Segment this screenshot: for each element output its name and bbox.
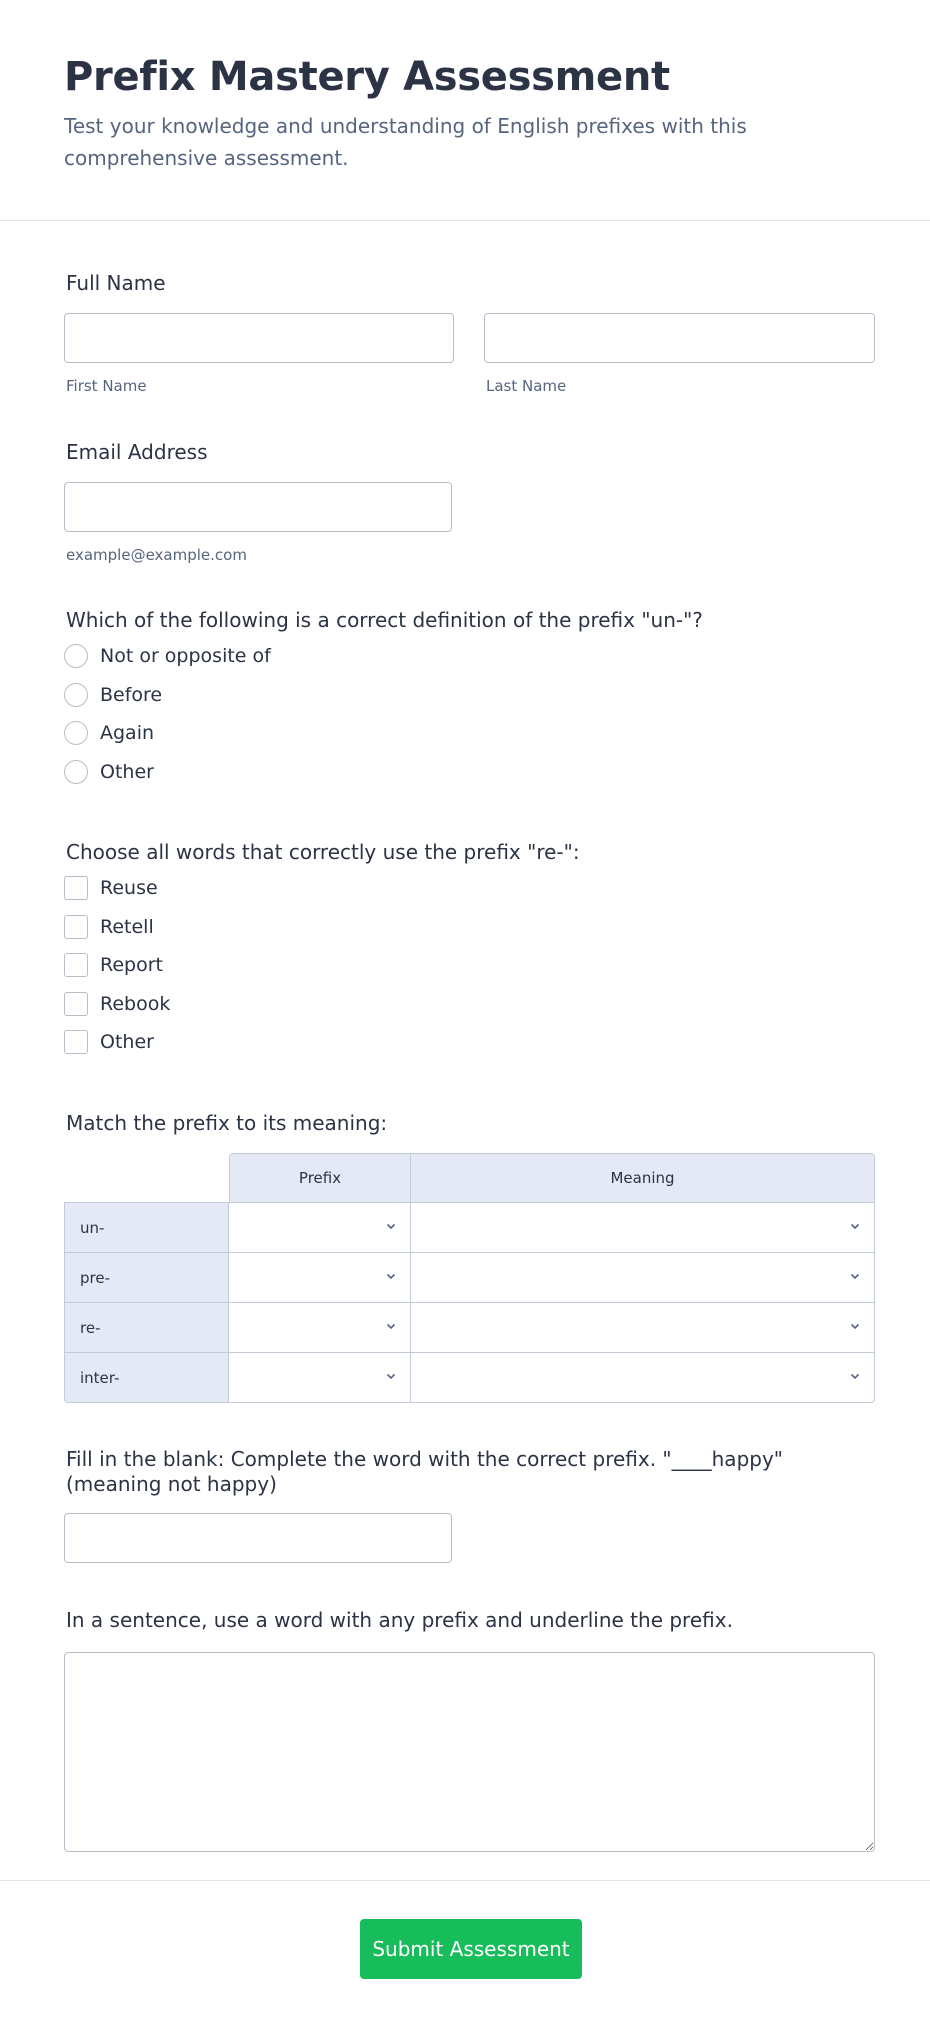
fill-blank-input[interactable] — [64, 1513, 452, 1563]
question-sentence-label: In a sentence, use a word with any prefix and underline the prefix. — [66, 1608, 733, 1632]
first-name-sublabel: First Name — [66, 377, 147, 395]
email-field — [64, 439, 452, 564]
radio-option-label: Not or opposite of — [100, 645, 271, 668]
checkbox-option-label: Rebook — [100, 992, 171, 1015]
radio-option-label: Before — [100, 683, 163, 706]
checkbox[interactable] — [64, 1030, 88, 1054]
meaning-dropdown[interactable] — [411, 1303, 875, 1353]
chevron-down-icon — [850, 1321, 860, 1331]
checkbox[interactable] — [64, 992, 88, 1016]
prefix-dropdown[interactable] — [229, 1303, 411, 1353]
question-match-label: Match the prefix to its meaning: — [66, 1111, 388, 1135]
meaning-dropdown[interactable] — [411, 1353, 875, 1403]
email-label: Email Address — [66, 440, 208, 464]
email-sublabel: example@example.com — [66, 546, 247, 564]
meaning-dropdown[interactable] — [411, 1253, 875, 1303]
checkbox-option-label: Other — [100, 1031, 154, 1054]
email-input[interactable] — [64, 482, 452, 532]
checkbox-option[interactable] — [64, 946, 875, 985]
radio-option[interactable] — [64, 714, 875, 753]
question-sentence — [64, 1607, 875, 1852]
radio-button[interactable] — [64, 644, 88, 668]
question-re-label: Choose all words that correctly use the prefix "re-": — [66, 840, 580, 864]
sentence-textarea[interactable] — [64, 1652, 875, 1852]
question-match-prefix — [64, 1110, 875, 1403]
chevron-down-icon — [386, 1321, 396, 1331]
matrix-column-header: Prefix — [229, 1153, 411, 1203]
question-fill-blank — [64, 1447, 875, 1563]
last-name-input[interactable] — [484, 313, 875, 363]
radio-button[interactable] — [64, 683, 88, 707]
checkbox-option[interactable] — [64, 1023, 875, 1062]
prefix-dropdown[interactable] — [229, 1253, 411, 1303]
full-name-label: Full Name — [66, 271, 166, 295]
matrix-row-label: un- — [64, 1203, 229, 1253]
chevron-down-icon — [386, 1221, 396, 1231]
matching-matrix — [64, 1153, 875, 1403]
question-re-words — [64, 839, 875, 1062]
checkbox-option-label: Reuse — [100, 877, 158, 900]
chevron-down-icon — [850, 1221, 860, 1231]
chevron-down-icon — [850, 1271, 860, 1281]
radio-button[interactable] — [64, 760, 88, 784]
matrix-row-label: pre- — [64, 1253, 229, 1303]
chevron-down-icon — [386, 1271, 396, 1281]
question-fill-label: Fill in the blank: Complete the word with the correct prefix. "____happy" (meaning not happy) — [66, 1447, 783, 1496]
page-title: Prefix Mastery Assessment — [64, 54, 670, 100]
checkbox-option-label: Report — [100, 954, 163, 977]
full-name-field — [64, 270, 875, 395]
question-un-label: Which of the following is a correct definition of the prefix "un-"? — [66, 608, 703, 632]
question-un-definition — [64, 607, 875, 791]
prefix-dropdown[interactable] — [229, 1203, 411, 1253]
radio-option-label: Other — [100, 760, 154, 783]
checkbox[interactable] — [64, 953, 88, 977]
meaning-dropdown[interactable] — [411, 1203, 875, 1253]
checkbox-option[interactable] — [64, 869, 875, 908]
chevron-down-icon — [386, 1371, 396, 1381]
checkbox[interactable] — [64, 915, 88, 939]
matrix-corner — [64, 1153, 229, 1203]
checkbox[interactable] — [64, 876, 88, 900]
matrix-column-header: Meaning — [411, 1153, 875, 1203]
matrix-row-label: inter- — [64, 1353, 229, 1403]
radio-option-label: Again — [100, 722, 155, 745]
last-name-sublabel: Last Name — [486, 377, 567, 395]
radio-button[interactable] — [64, 721, 88, 745]
matrix-row-label: re- — [64, 1303, 229, 1353]
page-subtitle: Test your knowledge and understanding of English prefixes with this comprehensive assessment. — [64, 114, 747, 170]
checkbox-option-label: Retell — [100, 915, 154, 938]
prefix-dropdown[interactable] — [229, 1353, 411, 1403]
checkbox-option[interactable] — [64, 908, 875, 947]
checkbox-option[interactable] — [64, 985, 875, 1024]
radio-option[interactable] — [64, 676, 875, 715]
form-footer — [0, 1880, 930, 2028]
submit-button[interactable]: Submit Assessment — [360, 1919, 582, 1979]
radio-option[interactable] — [64, 637, 875, 676]
first-name-input[interactable] — [64, 313, 454, 363]
radio-option[interactable] — [64, 753, 875, 792]
chevron-down-icon — [850, 1371, 860, 1381]
form-header — [0, 0, 930, 221]
